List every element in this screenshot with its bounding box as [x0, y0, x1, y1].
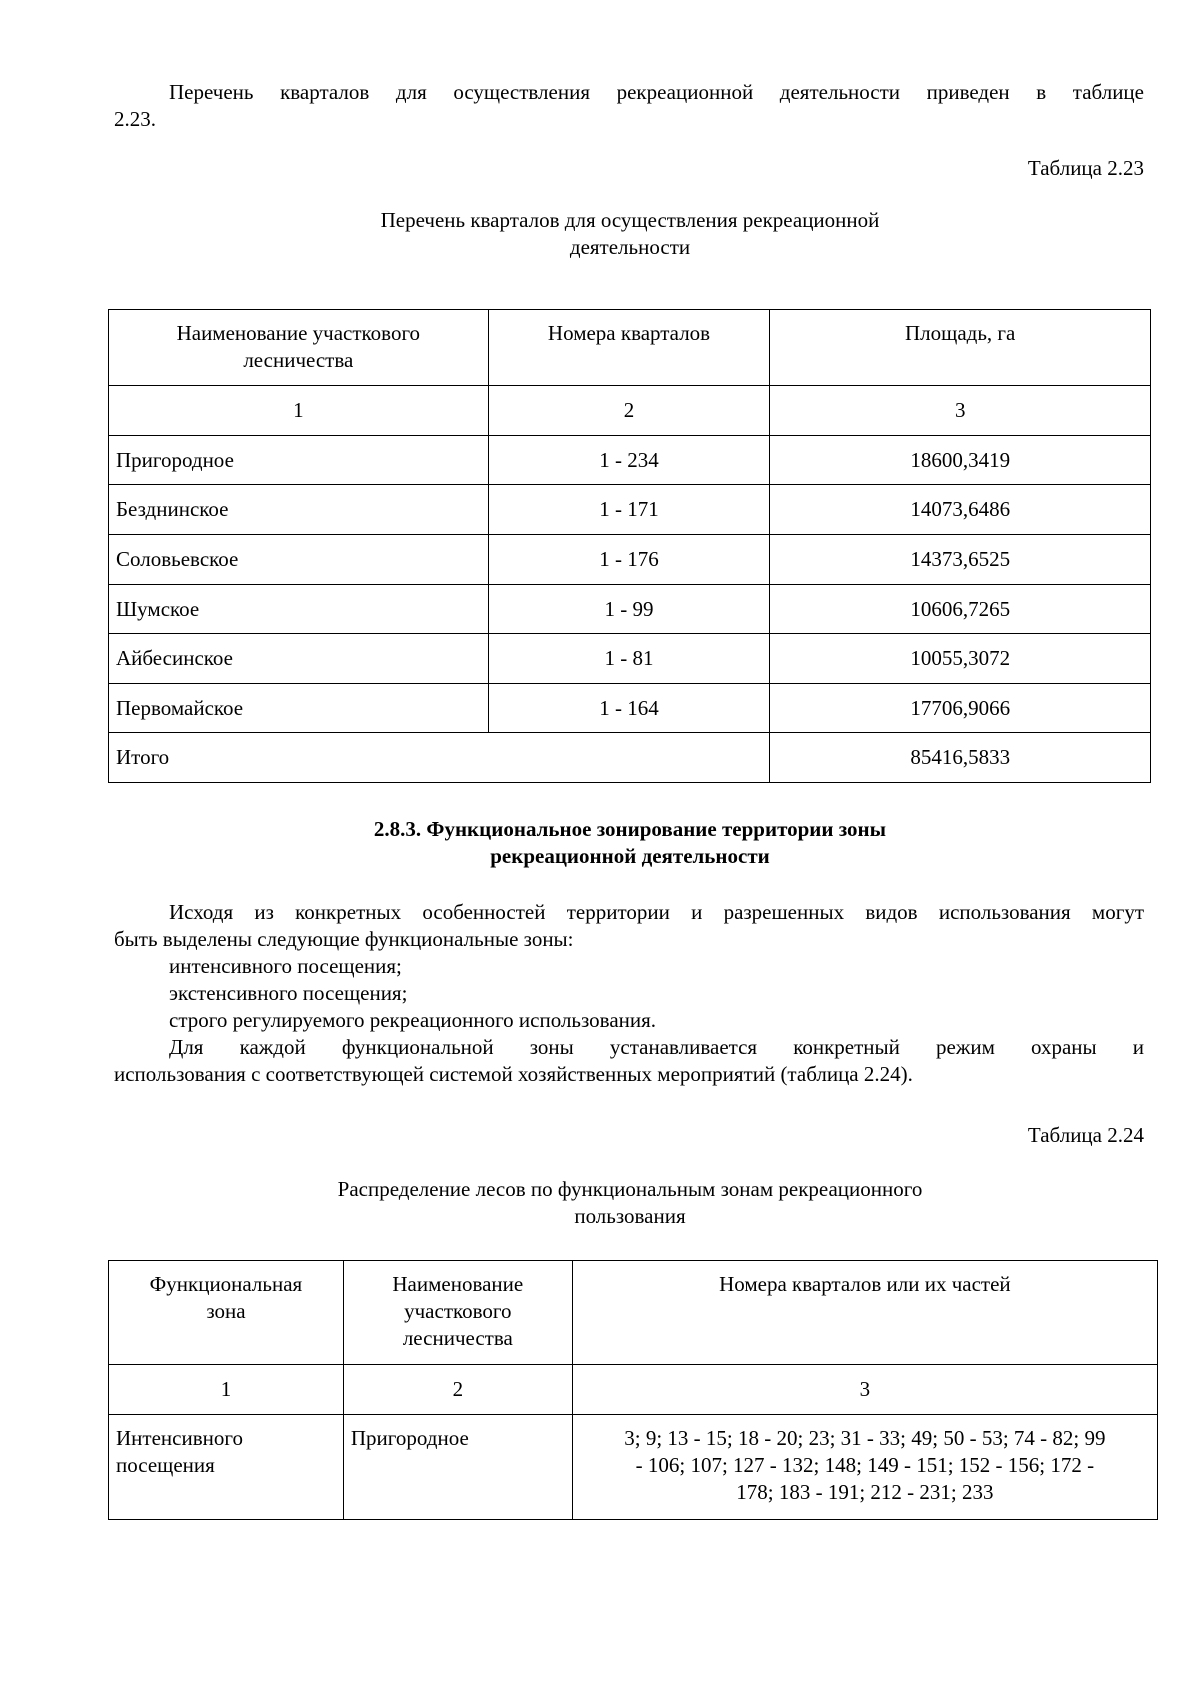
table-2-23-title	[0, 207, 1200, 261]
header-area: Площадь, га	[770, 310, 1151, 386]
area-cell: 10606,7265	[770, 585, 1151, 634]
quarters-cell: 1 - 81	[488, 634, 770, 684]
column-number-3: 3	[770, 386, 1151, 436]
forestry-name-cell: Первомайское	[109, 684, 489, 733]
list-item: экстенсивного посещения;	[169, 981, 408, 1005]
table-2-24-title-line-2: пользования	[574, 1204, 686, 1228]
quarters-cell: 1 - 234	[488, 436, 770, 485]
table-2-23-label: Таблица 2.23	[1027, 156, 1144, 180]
table-2-23-title-line-2: деятельности	[569, 235, 691, 259]
quarters-cell-line-2: - 106; 107; 127 - 132; 148; 149 - 151; 152 - 156; 172 -	[635, 1453, 1095, 1477]
quarters-cell: 1 - 164	[488, 684, 770, 733]
total-label-cell: Итого	[109, 733, 770, 783]
paragraph-2-line-2: использования с соответствующей системой хозяйственных мероприятий (таблица 2.24).	[114, 1062, 913, 1086]
section-heading-line-2: рекреационной деятельности	[490, 844, 770, 868]
forestry-name-cell: Айбесинское	[109, 634, 489, 684]
zone-cell	[109, 1415, 344, 1520]
forestry-name-cell: Шумское	[109, 585, 489, 634]
table-row	[109, 585, 1151, 634]
quarters-cell: 1 - 171	[488, 485, 770, 535]
table-2-24	[108, 1260, 1158, 1520]
table-2-23-title-line-1: Перечень кварталов для осуществления рекреационной	[380, 208, 880, 232]
table-number-row	[109, 386, 1151, 436]
forestry-name-cell: Безднинское	[109, 485, 489, 535]
header-forestry-name-line-2: лесничества	[243, 348, 354, 372]
section-heading	[0, 816, 1200, 870]
quarters-cell-line-3: 178; 183 - 191; 212 - 231; 233	[736, 1480, 994, 1504]
section-body	[114, 899, 1144, 1088]
header-forestry-name-line-1: Наименование	[392, 1272, 524, 1296]
header-forestry-name	[343, 1261, 572, 1365]
forestry-name-cell: Соловьевское	[109, 535, 489, 585]
area-cell: 14373,6525	[770, 535, 1151, 585]
header-forestry-name	[109, 310, 489, 386]
header-quarter-numbers: Номера кварталов	[488, 310, 770, 386]
section-heading-line-1: 2.8.3. Функциональное зонирование территории зоны	[373, 817, 887, 841]
paragraph-2-line-1: Для каждой функциональной зоны устанавливается конкретный режим охраны и	[169, 1035, 1144, 1059]
forestry-name-cell: Пригородное	[343, 1415, 572, 1520]
table-header-row	[109, 310, 1151, 386]
table-2-23	[108, 309, 1151, 783]
column-number-2: 2	[488, 386, 770, 436]
column-number-2: 2	[343, 1365, 572, 1415]
area-cell: 17706,9066	[770, 684, 1151, 733]
header-functional-zone-line-2: зона	[206, 1299, 246, 1323]
table-2-24-title-line-1: Распределение лесов по функциональным зонам рекреационного	[337, 1177, 923, 1201]
intro-line-1: Перечень кварталов для осуществления рекреационной деятельности приведен в таблице	[169, 80, 1144, 104]
intro-line-2: 2.23.	[114, 107, 156, 131]
list-item: интенсивного посещения;	[169, 954, 402, 978]
table-row	[109, 634, 1151, 684]
column-number-1: 1	[109, 386, 489, 436]
header-forestry-name-line-3: лесничества	[402, 1326, 513, 1350]
header-forestry-name-line-2: участкового	[404, 1299, 512, 1323]
quarters-cell	[572, 1415, 1157, 1520]
table-2-24-title	[0, 1176, 1200, 1230]
area-cell: 10055,3072	[770, 634, 1151, 684]
quarters-cell-line-1: 3; 9; 13 - 15; 18 - 20; 23; 31 - 33; 49; 50 - 53; 74 - 82; 99	[624, 1426, 1106, 1450]
table-header-row	[109, 1261, 1158, 1365]
total-area-cell: 85416,5833	[770, 733, 1151, 783]
area-cell: 14073,6486	[770, 485, 1151, 535]
column-number-1: 1	[109, 1365, 344, 1415]
quarters-cell: 1 - 99	[488, 585, 770, 634]
zone-cell-line-1: Интенсивного	[116, 1426, 243, 1450]
table-number-row	[109, 1365, 1158, 1415]
header-forestry-name-line-1: Наименование участкового	[176, 321, 421, 345]
list-item: строго регулируемого рекреационного использования.	[169, 1008, 657, 1032]
table-2-24-label: Таблица 2.24	[1027, 1123, 1144, 1147]
table-row	[109, 684, 1151, 733]
table-total-row	[109, 733, 1151, 783]
table-row	[109, 535, 1151, 585]
paragraph-1-line-2: быть выделены следующие функциональные зоны:	[114, 927, 574, 951]
area-cell: 18600,3419	[770, 436, 1151, 485]
column-number-3: 3	[572, 1365, 1157, 1415]
forestry-name-cell: Пригородное	[109, 436, 489, 485]
paragraph-1-line-1: Исходя из конкретных особенностей территории и разрешенных видов использования могут	[169, 900, 1144, 924]
table-row	[109, 436, 1151, 485]
table-row	[109, 485, 1151, 535]
header-quarter-numbers: Номера кварталов или их частей	[572, 1261, 1157, 1365]
header-functional-zone-line-1: Функциональная	[149, 1272, 303, 1296]
quarters-cell: 1 - 176	[488, 535, 770, 585]
zone-cell-line-2: посещения	[116, 1453, 215, 1477]
table-row	[109, 1415, 1158, 1520]
intro-paragraph	[114, 79, 1144, 133]
header-functional-zone	[109, 1261, 344, 1365]
